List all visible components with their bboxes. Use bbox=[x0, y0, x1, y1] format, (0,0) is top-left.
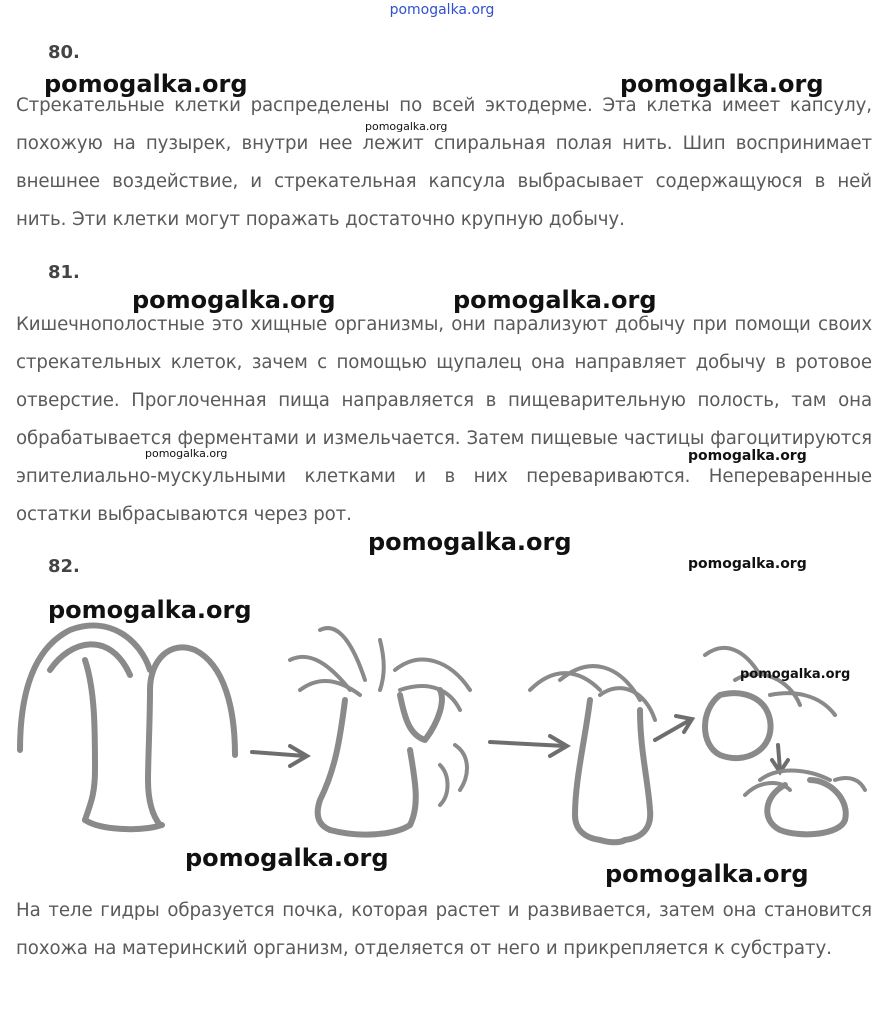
watermark: pomogalka.org bbox=[132, 286, 336, 314]
watermark: pomogalka.org bbox=[688, 448, 807, 464]
watermark: pomogalka.org bbox=[620, 70, 824, 98]
watermark: pomogalka.org bbox=[453, 286, 657, 314]
arrow-icon bbox=[252, 746, 307, 766]
watermark: pomogalka.org bbox=[605, 860, 809, 888]
hydra-stage-2 bbox=[290, 628, 470, 835]
question-number-80: 80. bbox=[48, 42, 80, 63]
watermark: pomogalka.org bbox=[740, 667, 851, 682]
answer-82-text: На теле гидры образуется почка, которая растет и развивается, затем она становится похожа на материнский организм, отделяется от него и прикрепляется к субстрату. bbox=[16, 900, 872, 959]
hydra-stage-1 bbox=[20, 626, 235, 830]
watermark: pomogalka.org bbox=[44, 70, 248, 98]
question-number-82: 82. bbox=[48, 556, 80, 577]
watermark: pomogalka.org bbox=[365, 120, 448, 133]
watermark: pomogalka.org bbox=[145, 447, 228, 460]
watermark: pomogalka.org bbox=[185, 844, 389, 872]
question-number-81: 81. bbox=[48, 262, 80, 283]
answer-81-text: Кишечнополостные это хищные организмы, они парализуют добычу при помощи своих стрекательных клеток, зачем с помощью щупалец она направляет добычу в ротовое отверстие. Проглоченная пища направляется в пищеварительную полость, там она обрабатывается ферментами и измельчается. Затем пищевые частицы фагоцитируются эпителиально-мускульными клетками и в них перевариваются. Непереваренные остатки выбрасываются через рот. bbox=[16, 314, 872, 525]
site-header-link[interactable]: pomogalka.org bbox=[389, 2, 495, 18]
watermark: pomogalka.org bbox=[368, 528, 572, 556]
answer-80-text: Стрекательные клетки распределены по всей эктодерме. Эта клетка имеет капсулу, похожую на пузырек, внутри нее лежит спиральная полая нить. Шип воспринимает внешнее воздействие, и стрекательная капсула выбрасывает содержащуюся в ней нить. Эти клетки могут поражать достаточно крупную добычу. bbox=[16, 95, 872, 230]
arrow-icon bbox=[490, 736, 567, 756]
watermark: pomogalka.org bbox=[48, 596, 252, 624]
watermark: pomogalka.org bbox=[688, 556, 807, 572]
hydra-budding-drawing bbox=[0, 580, 884, 880]
